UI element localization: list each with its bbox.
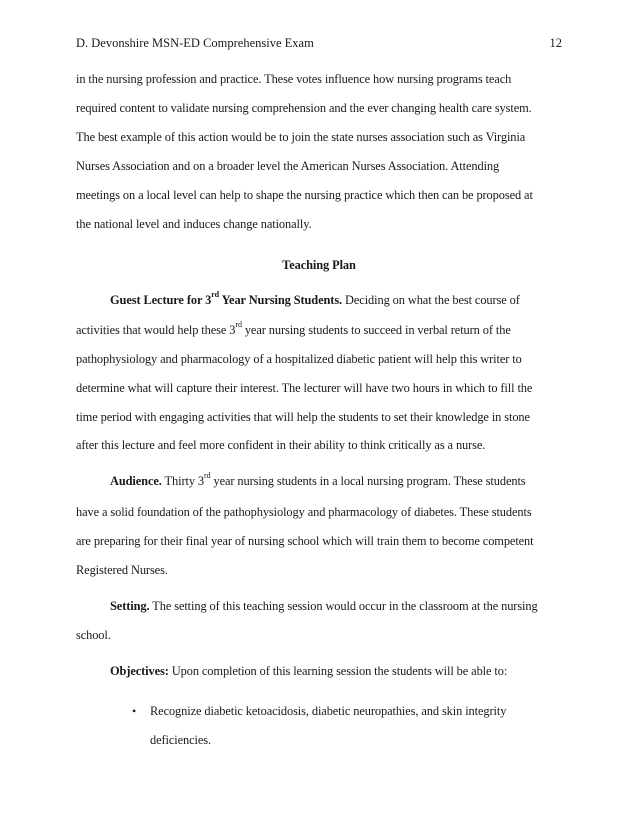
- bullet-item-line: deficiencies.: [150, 733, 211, 747]
- body-text: year nursing students in a local nursing program. These students: [210, 474, 526, 488]
- body-line: the national level and induces change nationally.: [76, 217, 312, 231]
- body-line: [76, 320, 511, 338]
- body-line: Registered Nurses.: [76, 563, 168, 577]
- body-line: after this lecture and feel more confident in their ability to think critically as a nurse.: [76, 438, 486, 452]
- body-line: have a solid foundation of the pathophysiology and pharmacology of diabetes. These students: [76, 505, 532, 519]
- page-number: 12: [549, 36, 562, 50]
- running-header: [76, 36, 562, 51]
- body-line: are preparing for their final year of nursing school which will train them to become competent: [76, 534, 534, 548]
- heading-text: Guest Lecture for 3: [110, 293, 212, 307]
- body-line: Nurses Association and on a broader level the American Nurses Association. Attending: [76, 159, 500, 173]
- body-text: The setting of this teaching session would occur in the classroom at the nursing: [149, 599, 538, 613]
- body-line: in the nursing profession and practice. These votes influence how nursing programs teach: [76, 72, 512, 86]
- body-line: time period with engaging activities that will help the students to set their knowledge in stone: [76, 410, 530, 424]
- ordinal-suffix: rd: [204, 471, 211, 480]
- section-heading: Teaching Plan: [282, 258, 356, 272]
- bullet-item-line: Recognize diabetic ketoacidosis, diabetic neuropathies, and skin integrity: [150, 704, 507, 718]
- heading-text: Year Nursing Students: [219, 293, 340, 307]
- body-text: year nursing students to succeed in verbal return of the: [241, 323, 511, 337]
- bullet-icon: •: [132, 704, 137, 718]
- guest-lecture-paragraph-start: [110, 290, 520, 308]
- objectives-label: Objectives:: [110, 664, 169, 678]
- body-line: determine what will capture their interest. The lecturer will have two hours in which to fill the: [76, 381, 533, 395]
- body-line: The best example of this action would be to join the state nurses association such as Virginia: [76, 130, 526, 144]
- audience-label: Audience.: [110, 474, 162, 488]
- audience-paragraph-start: [110, 471, 526, 489]
- body-text: activities that would help these 3: [76, 323, 236, 337]
- body-line: school.: [76, 628, 111, 642]
- ordinal-suffix: rd: [235, 320, 242, 329]
- body-line: required content to validate nursing comprehension and the ever changing health care system.: [76, 101, 532, 115]
- heading-period: .: [339, 293, 343, 307]
- body-line: meetings on a local level can help to shape the nursing practice which then can be proposed at: [76, 188, 533, 202]
- body-line: pathophysiology and pharmacology of a hospitalized diabetic patient will help this writer to: [76, 352, 522, 366]
- body-text: Deciding on what the best course of: [342, 293, 520, 307]
- body-text: Upon completion of this learning session the students will be able to:: [168, 664, 508, 678]
- body-text: Thirty 3: [161, 474, 205, 488]
- setting-paragraph-start: [110, 599, 538, 614]
- setting-label: Setting.: [110, 599, 150, 613]
- running-title: D. Devonshire MSN-ED Comprehensive Exam: [76, 36, 314, 50]
- ordinal-suffix: rd: [211, 290, 220, 299]
- guest-lecture-heading: [110, 290, 343, 307]
- objectives-paragraph-start: [110, 664, 507, 679]
